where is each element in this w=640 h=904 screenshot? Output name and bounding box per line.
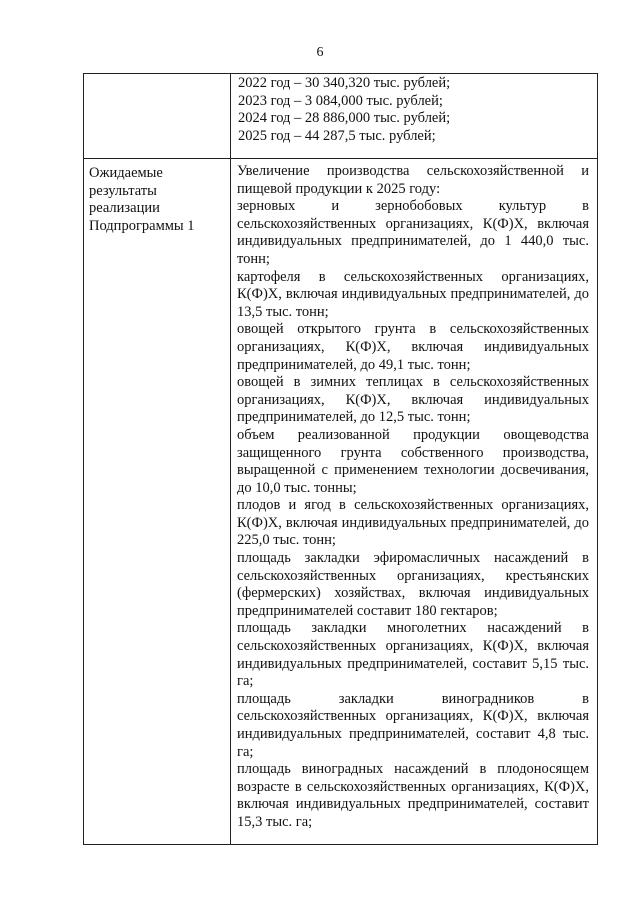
budget-line-2023: 2023 год – 3 084,000 тыс. рублей; — [238, 92, 443, 109]
results-label-cell — [84, 159, 231, 845]
result-item-perennial-plantings: площадь закладки многолетних насаждений в сельскохозяйственных организациях, К(Ф)Х, включая индивидуальных предпринимателей, составит 5,15 тыс. га; — [237, 620, 589, 690]
budget-label-cell — [84, 74, 231, 159]
result-item-greenhouse-vegetables: овощей в зимних теплицах в сельскохозяйственных организациях, К(Ф)Х, включая индивидуальных предпринимателей, до 12,5 тыс. тонн; — [237, 374, 589, 426]
result-item-grain: зерновых и зернобобовых культур в сельскохозяйственных организациях, К(Ф)Х, включая индивидуальных предпринимателей, до 1 440,0 тыс. тонн; — [237, 198, 589, 267]
budget-line-2024: 2024 год – 28 886,000 тыс. рублей; — [238, 110, 451, 127]
program-table — [83, 73, 598, 845]
results-label-line: реализации — [89, 200, 160, 217]
budget-row — [84, 74, 598, 159]
result-item-fruiting-vineyards: площадь виноградных насаждений в плодоносящем возрасте в сельскохозяйственных организациях, К(Ф)Х, включая индивидуальных предпринимателей, составит 15,3 тыс. га; — [237, 761, 589, 830]
budget-content-cell — [231, 74, 598, 159]
results-row — [84, 159, 598, 845]
results-content-cell — [231, 159, 598, 845]
result-item-fruits-berries: плодов и ягод в сельскохозяйственных организациях, К(Ф)Х, включая индивидуальных предпринимателей, до 225,0 тыс. тонн; — [237, 497, 589, 549]
results-intro: Увеличение производства сельскохозяйственной и пищевой продукции к 2025 году: — [237, 163, 589, 197]
result-item-potato: картофеля в сельскохозяйственных организациях, К(Ф)Х, включая индивидуальных предпринимателей, до 13,5 тыс. тонн; — [237, 268, 589, 320]
results-label-line: Подпрограммы 1 — [89, 217, 195, 234]
result-item-open-ground-vegetables: овощей открытого грунта в сельскохозяйственных организациях, К(Ф)Х, включая индивидуальных предпринимателей, до 49,1 тыс. тонн; — [237, 321, 589, 373]
result-item-protected-ground-volume: объем реализованной продукции овощеводства защищенного грунта собственного производства, выращенной с применением технологии досвечивания, до 10,0 тыс. тонны; — [237, 426, 589, 496]
results-label-line: Ожидаемые — [89, 165, 163, 181]
results-label-line: результаты — [89, 182, 157, 199]
result-item-essential-oil-plantings: площадь закладки эфиромасличных насаждений в сельскохозяйственных организациях, крестьянских (фермерских) хозяйствах, включая индивидуальных предпринимателей составит 180 гектаров; — [237, 550, 589, 619]
budget-line-2022: 2022 год – 30 340,320 тыс. рублей; — [238, 75, 451, 91]
budget-line-2025: 2025 год – 44 287,5 тыс. рублей; — [238, 127, 436, 144]
result-item-vineyards: площадь закладки виноградников в сельскохозяйственных организациях, К(Ф)Х, включая индивидуальных предпринимателей, составит 4,8 тыс. га; — [237, 690, 589, 760]
page-number: 6 — [316, 45, 324, 60]
